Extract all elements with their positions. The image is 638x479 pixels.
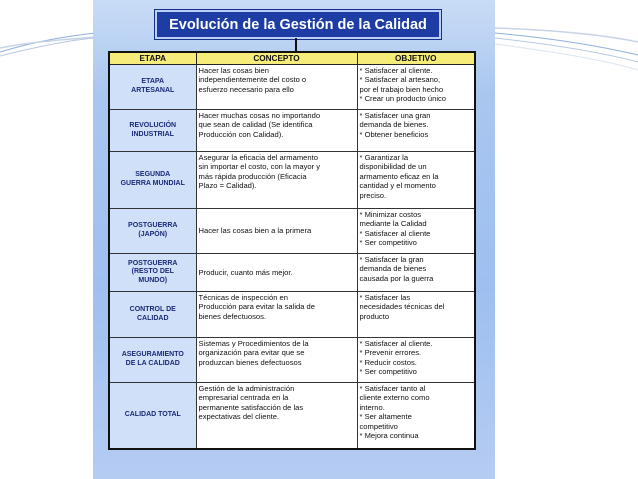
objective-cell: * Satisfacer las necesidades técnicas del producto	[357, 292, 475, 338]
slide-title: Evolución de la Gestión de la Calidad	[155, 10, 441, 39]
stage-cell: ASEGURAMIENTO DE LA CALIDAD	[109, 338, 196, 383]
table-row	[109, 338, 475, 383]
header-objetivo: OBJETIVO	[357, 52, 475, 65]
objective-cell: * Satisfacer tanto al cliente externo como interno. * Ser altamente competitivo * Mejora continua	[357, 383, 475, 449]
concept-cell: Sistemas y Procedimientos de la organización para evitar que se produzcan bienes defectuosos	[196, 338, 357, 383]
quality-evolution-table	[108, 51, 476, 450]
header-concepto: CONCEPTO	[196, 52, 357, 65]
table-row	[109, 152, 475, 209]
objective-cell: * Satisfacer una gran demanda de bienes. * Obtener beneficios	[357, 110, 475, 152]
stage-cell: POSTGUERRA (JAPÓN)	[109, 209, 196, 254]
stage-cell: POSTGUERRA (RESTO DEL MUNDO)	[109, 254, 196, 292]
table-row	[109, 110, 475, 152]
concept-cell: Técnicas de inspección en Producción para evitar la salida de bienes defectuosos.	[196, 292, 357, 338]
connector-line	[295, 38, 297, 52]
concept-cell: Hacer muchas cosas no importando que sean de calidad (Se identifica Producción con Calidad).	[196, 110, 357, 152]
table-row	[109, 383, 475, 449]
concept-cell: Asegurar la eficacia del armamento sin importar el costo, con la mayor y más rápida producción (Eficacia Plazo = Calidad).	[196, 152, 357, 209]
objective-cell: * Satisfacer la gran demanda de bienes causada por la guerra	[357, 254, 475, 292]
stage-cell: REVOLUCIÓN INDUSTRIAL	[109, 110, 196, 152]
objective-cell: * Satisfacer al cliente. * Satisfacer al artesano, por el trabajo bien hecho * Crear un producto único	[357, 65, 475, 110]
table-row	[109, 65, 475, 110]
table-row	[109, 209, 475, 254]
objective-cell: * Garantizar la disponibilidad de un armamento eficaz en la cantidad y el momento preciso.	[357, 152, 475, 209]
table-row	[109, 292, 475, 338]
stage-cell: CALIDAD TOTAL	[109, 383, 196, 449]
stage-cell: CONTROL DE CALIDAD	[109, 292, 196, 338]
table-header-row	[109, 52, 475, 65]
stage-cell: SEGUNDA GUERRA MUNDIAL	[109, 152, 196, 209]
table-row	[109, 254, 475, 292]
stage-cell: ETAPA ARTESANAL	[109, 65, 196, 110]
concept-cell: Hacer las cosas bien independientemente del costo o esfuerzo necesario para ello	[196, 65, 357, 110]
header-etapa: ETAPA	[109, 52, 196, 65]
slide-panel	[93, 0, 495, 479]
objective-cell: * Satisfacer al cliente. * Prevenir errores. * Reducir costos. * Ser competitivo	[357, 338, 475, 383]
objective-cell: * Minimizar costos mediante la Calidad * Satisfacer al cliente * Ser competitivo	[357, 209, 475, 254]
concept-cell: Gestión de la administración empresarial centrada en la permanente satisfacción de las expectativas del cliente.	[196, 383, 357, 449]
concept-cell: Hacer las cosas bien a la primera	[196, 209, 357, 254]
concept-cell: Producir, cuanto más mejor.	[196, 254, 357, 292]
